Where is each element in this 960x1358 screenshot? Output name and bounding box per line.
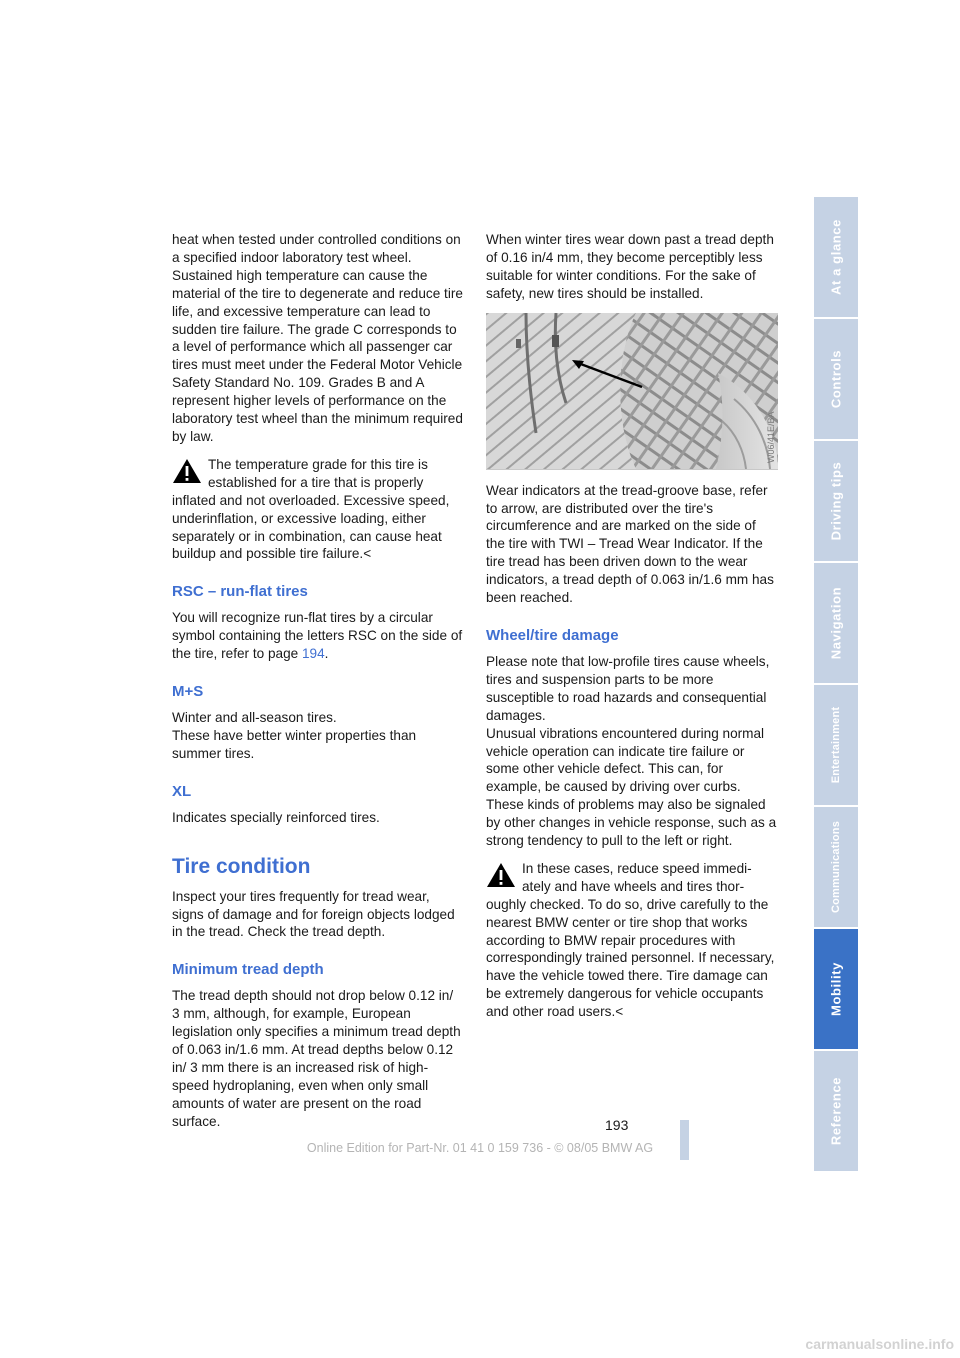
tab-label: At a glance (828, 219, 844, 295)
intro-paragraph: heat when tested under controlled conditions on a specified indoor laboratory test wheel. Sustained high temperature can cause the material of the tire to degenerate and reduce tire life, and excessive temperature can lead to sudden tire failure. The grade C corresponds to a level of performance which all passenger car tires must meet under the Federal Motor Vehicle Safety Standard No. 109. Grades B and A represent higher levels of performance on the laboratory test wheel than the minimum required by law. (172, 232, 463, 444)
rsc-text: You will recognize run-flat tires by a circular symbol containing the letters RSC on the side of the tire, refer to page (172, 610, 463, 662)
heading-xl: XL (172, 782, 192, 800)
warning-triangle-icon (172, 458, 202, 484)
warning-note-damage (486, 860, 778, 1021)
tab-entertainment[interactable] (814, 685, 858, 805)
heading-rsc: RSC – run-flat tires (172, 583, 308, 601)
warning-note-temperature (172, 456, 464, 563)
tab-label: Reference (828, 1076, 844, 1146)
end-mark: < (615, 1004, 624, 1020)
ms-line2: These have better winter properties than summer tires. (172, 727, 417, 761)
tab-communications[interactable] (814, 807, 858, 927)
warning-text-line1: The temperature grade for this tire is (208, 456, 428, 472)
left-column (172, 231, 464, 1131)
min-tread-paragraph: The tread depth should not drop below 0.12 in/ 3 mm, although, for example, European legislation only specifies a minimum tread depth of 0.063 in/1.6 mm. At tread depths below 0.12 in/ 3 mm there is an increased risk of high-speed hydroplaning, even when only small amounts of water are present on the road surface. (172, 988, 461, 1129)
heading-ms: M+S (172, 683, 204, 701)
damage-paragraph-2: Unusual vibrations encountered during normal vehicle operation can indicate tire failure or some other vehicle defect. This can, for example, be caused by driving over curbs. These kinds of problems may also be signaled by other changes in vehicle response, such as a strong tendency to pull to the left or right. (486, 725, 777, 849)
tire-tread-figure (486, 313, 778, 470)
warning-text-line2: ately and have wheels and tires thor- (522, 878, 745, 894)
heading-minimum-tread-depth: Minimum tread depth (172, 961, 324, 979)
tab-controls[interactable] (814, 319, 858, 439)
tab-driving-tips[interactable] (814, 441, 858, 561)
heading-wheel-tire-damage: Wheel/tire damage (486, 626, 619, 644)
tab-label: Mobility (828, 962, 844, 1016)
tab-label: Driving tips (828, 461, 844, 541)
wear-indicator-paragraph: Wear indicators at the tread-groove base, refer to arrow, are distributed over the tire's circumference and are marked on the side of the tire with TWI – Tread Wear Indicator. If the tire tread has been driven down to the wear indicators, a tread depth of 0.063 in/1.6 mm has been reached. (486, 482, 774, 606)
tab-navigation[interactable] (814, 563, 858, 683)
ms-line1: Winter and all-season tires. (172, 710, 337, 726)
warning-text-body: established for a tire that is properly inflated and not overloaded. Excessive speed, underinflation, or excessive loading, either separately or in combination, can cause heat buildup and possible tire failure. (172, 474, 450, 562)
page-number: 193 (605, 1117, 629, 1133)
chapter-tabs (814, 197, 858, 1173)
tab-label: Entertainment (830, 706, 842, 784)
end-mark: < (363, 546, 372, 562)
warning-text-line1: In these cases, reduce speed immedi- (522, 860, 752, 876)
figure-code: W06/41E/BA (766, 411, 776, 463)
tab-at-a-glance[interactable] (814, 197, 858, 317)
warning-text-body: oughly checked. To do so, drive carefully to the nearest BMW center or tire shop that works according to BMW repair procedures with correspondingly trained personnel. If necessary, have the vehicle towed there. Tire damage can be extremely dangerous for vehicle occupants and other road users. (486, 896, 775, 1020)
warning-triangle-icon (486, 862, 516, 888)
watermark: carmanualsonline.info (805, 1336, 954, 1352)
right-column (486, 231, 778, 1021)
footer-edition-note: Online Edition for Part-Nr. 01 41 0 159 736 - © 08/05 BMW AG (306, 1141, 654, 1155)
tab-label: Navigation (828, 586, 844, 660)
rsc-paragraph (172, 609, 464, 663)
damage-paragraph-1: Please note that low-profile tires cause wheels, tires and suspension parts to be more susceptible to road hazards and consequential damages. (486, 653, 770, 723)
condition-paragraph: Inspect your tires frequently for tread wear, signs of damage and for foreign objects lodged in the tread. Check the tread depth. (172, 888, 455, 940)
heading-tire-condition: Tire condition (172, 854, 311, 878)
tab-label: Controls (828, 349, 844, 409)
rsc-period: . (324, 646, 329, 662)
page-link-194[interactable]: 194 (301, 646, 325, 662)
tab-mobility[interactable] (814, 929, 858, 1049)
winter-paragraph: When winter tires wear down past a tread depth of 0.16 in/4 mm, they become perceptibly less suitable for winter conditions. For the sake of safety, new tires should be installed. (486, 232, 774, 301)
tab-label: Communications (830, 820, 842, 914)
xl-paragraph: Indicates specially reinforced tires. (172, 809, 380, 825)
